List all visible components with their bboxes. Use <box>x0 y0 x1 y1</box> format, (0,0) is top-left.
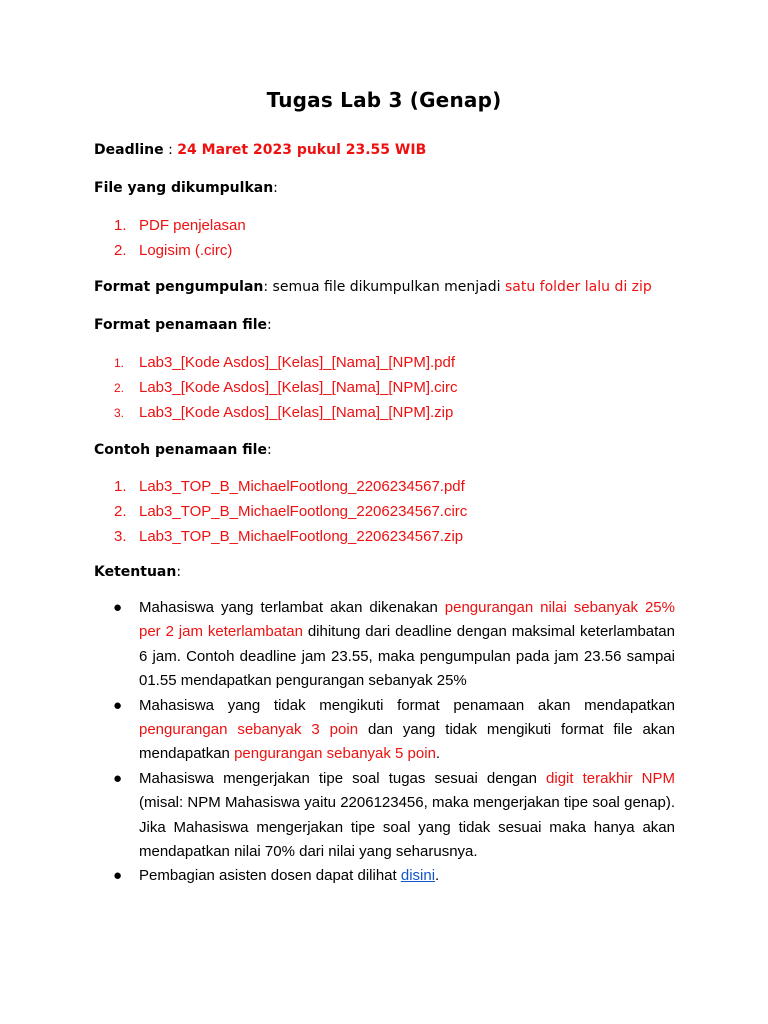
deadline-value: 24 Maret 2023 pukul 23.55 WIB <box>177 142 427 158</box>
list-item-text: Logisim (.circ) <box>139 242 233 259</box>
list-number: 2. <box>114 242 127 259</box>
list-item-text: Lab3_[Kode Asdos]_[Kelas]_[Nama]_[NPM].pdf <box>139 354 456 371</box>
list-item <box>114 213 246 238</box>
list-number: 3. <box>114 528 127 545</box>
list-number: 1. <box>114 478 127 495</box>
list-number: 1. <box>114 217 127 234</box>
ketentuan-heading-line: Ketentuan: <box>94 564 182 580</box>
bullet-icon: ● <box>113 599 123 616</box>
list-item <box>114 375 458 400</box>
bullet-icon: ● <box>113 867 123 885</box>
list-number: 2. <box>114 381 125 395</box>
list-item <box>113 694 675 767</box>
list-item-text: Mahasiswa yang tidak mengikuti format penamaan akan mendapatkan pengurangan sebanyak 3 poin dan yang tidak mengikuti format file akan mendapatkan pengurangan sebanyak 5 poin. <box>139 696 675 763</box>
format-penamaan-list <box>114 350 458 425</box>
list-item-text: Pembagian asisten dosen dapat dilihat disini. <box>139 867 440 885</box>
list-item <box>114 400 458 425</box>
bullet-icon: ● <box>113 769 123 787</box>
format-pengumpulan-line <box>94 279 652 295</box>
list-item-text: Lab3_[Kode Asdos]_[Kelas]_[Nama]_[NPM].zip <box>139 404 454 421</box>
list-item-text: Mahasiswa yang terlambat akan dikenakan pengurangan nilai sebanyak 25% per 2 jam keterlambatan dihitung dari deadline dengan maksimal keterlambatan 6 jam. Contoh deadline jam 23.55, maka pengumpulan pada jam 23.56 sampai 01.55 mendapatkan pengurangan sebanyak 25% <box>139 599 675 690</box>
format-pengumpulan-text: : semua file dikumpulkan menjadi <box>263 279 505 295</box>
files-heading-line: File yang dikumpulkan: <box>94 180 278 196</box>
format-penamaan-heading: Format penamaan file <box>94 317 268 333</box>
list-item <box>114 474 467 499</box>
ketentuan-heading: Ketentuan <box>94 564 177 580</box>
format-pengumpulan-label: Format pengumpulan <box>94 279 264 295</box>
files-heading: File yang dikumpulkan <box>94 180 274 196</box>
list-number: 2. <box>114 503 127 520</box>
deadline-label: Deadline <box>94 142 164 158</box>
list-item <box>114 350 458 375</box>
contoh-penamaan-heading: Contoh penamaan file <box>94 442 267 458</box>
page-title: Tugas Lab 3 (Genap) <box>266 88 502 112</box>
list-item-text: Lab3_[Kode Asdos]_[Kelas]_[Nama]_[NPM].circ <box>139 379 458 396</box>
format-penamaan-heading-line: Format penamaan file: <box>94 317 272 333</box>
list-number: 1. <box>114 356 125 370</box>
files-list <box>114 213 246 263</box>
list-item-text: Lab3_TOP_B_MichaelFootlong_2206234567.pdf <box>139 478 465 495</box>
list-item-text: Lab3_TOP_B_MichaelFootlong_2206234567.zip <box>139 528 464 545</box>
list-item <box>113 864 675 888</box>
format-pengumpulan-highlight: satu folder lalu di zip <box>504 279 652 295</box>
contoh-penamaan-heading-line: Contoh penamaan file: <box>94 442 272 458</box>
contoh-penamaan-list <box>114 474 467 549</box>
list-item <box>114 524 467 549</box>
list-item <box>114 238 246 263</box>
list-item <box>113 767 675 865</box>
bullet-icon: ● <box>113 696 123 714</box>
list-number: 3. <box>114 406 125 420</box>
deadline-separator: : <box>163 142 178 158</box>
ketentuan-list <box>113 596 675 889</box>
list-item <box>114 499 467 524</box>
list-item-text: Lab3_TOP_B_MichaelFootlong_2206234567.circ <box>139 503 468 520</box>
list-item-text: PDF penjelasan <box>139 217 246 234</box>
disini-link[interactable]: disini <box>400 867 436 885</box>
list-item-text: Mahasiswa mengerjakan tipe soal tugas sesuai dengan digit terakhir NPM (misal: NPM Mahasiswa yaitu 2206123456, maka mengerjakan tipe soal genap). Jika Mahasiswa mengerjakan tipe soal yang tidak sesuai maka hanya akan mendapatkan nilai 70% dari nilai yang seharusnya. <box>139 769 676 861</box>
deadline-line <box>94 142 426 158</box>
list-item <box>113 596 675 694</box>
